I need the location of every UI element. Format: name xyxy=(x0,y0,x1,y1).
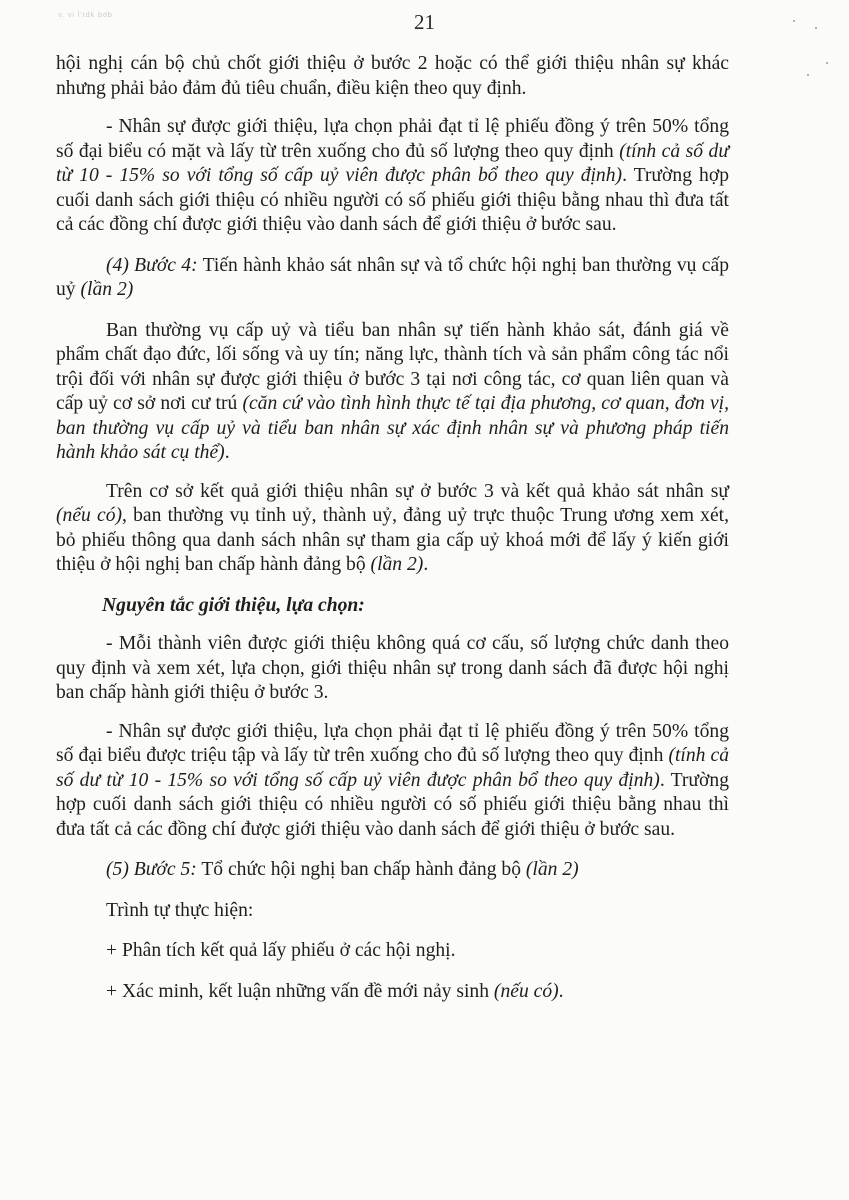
scan-speck xyxy=(826,62,828,64)
faint-header-mark: v. vi l'tdk bdb xyxy=(58,12,113,19)
procedure-item-analyze: + Phân tích kết quả lấy phiếu ở các hội nghị. xyxy=(106,940,456,961)
paragraph-vote-ratio: - Nhân sự được giới thiệu, lựa chọn phải đạt tỉ lệ phiếu đồng ý trên 50% tổng số đại biểu có mặt và lấy từ trên xuống cho đủ số lượng theo quy định (tính cả số dư từ 10 - 15% so với tổng số cấp uỷ viên được phân bổ theo quy định). Trường hợp cuối danh sách giới thiệu có nhiều người có số phiếu giới thiệu bằng nhau thì đưa tất cả các đồng chí được giới thiệu vào danh sách để giới thiệu ở bước sau. xyxy=(56,116,730,235)
section-heading-principles: Nguyên tắc giới thiệu, lựa chọn: xyxy=(102,594,365,616)
document-body xyxy=(56,52,729,1004)
page-number: 21 xyxy=(414,10,435,34)
paragraph-vote-ratio-2: - Nhân sự được giới thiệu, lựa chọn phải đạt tỉ lệ phiếu đồng ý trên 50% tổng số đại biểu được triệu tập và lấy từ trên xuống cho đủ số lượng theo quy định (tính cả số dư từ 10 - 15% so với tổng số cấp uỷ viên được phân bổ theo quy định). Trường hợp cuối danh sách giới thiệu có nhiều người có số phiếu giới thiệu bằng nhau thì đưa tất cả các đồng chí được giới thiệu vào danh sách để giới thiệu ở bước sau. xyxy=(56,720,729,840)
paragraph-survey: Ban thường vụ cấp uỷ và tiểu ban nhân sự tiến hành khảo sát, đánh giá về phẩm chất đạo đức, lối sống và uy tín; năng lực, thành tích và sản phẩm công tác nổi trội đối với nhân sự được giới thiệu ở bước 3 tại nơi công tác, cơ quan liên quan và cấp uỷ cơ sở nơi cư trú (căn cứ vào tình hình thực tế tại địa phương, cơ quan, đơn vị, ban thường vụ cấp uỷ và tiểu ban nhân sự xác định nhân sự và phương pháp tiến hành khảo sát cụ thể). xyxy=(56,319,729,463)
step-5-heading: (5) Bước 5: Tổ chức hội nghị ban chấp hành đảng bộ (lần 2) xyxy=(106,859,579,880)
paragraph-member-quota: - Mỗi thành viên được giới thiệu không quá cơ cấu, số lượng chức danh theo quy định và xem xét, lựa chọn, giới thiệu nhân sự trong danh sách đã được hội nghị ban chấp hành giới thiệu ở bước 3. xyxy=(56,633,729,703)
scan-speck xyxy=(815,27,817,29)
paragraph-standing-committee: Trên cơ sở kết quả giới thiệu nhân sự ở bước 3 và kết quả khảo sát nhân sự (nếu có), ban thường vụ tỉnh uỷ, thành uỷ, đảng uỷ trực thuộc Trung ương xem xét, bỏ phiếu thông qua danh sách nhân sự tham gia cấp uỷ khoá mới để lấy ý kiến giới thiệu ở hội nghị ban chấp hành đảng bộ (lần 2). xyxy=(56,480,729,575)
paragraph-continuation: hội nghị cán bộ chủ chốt giới thiệu ở bước 2 hoặc có thể giới thiệu nhân sự khác nhưng phải bảo đảm đủ tiêu chuẩn, điều kiện theo quy định. xyxy=(56,53,729,99)
step-4-heading: (4) Bước 4: Tiến hành khảo sát nhân sự và tổ chức hội nghị ban thường vụ cấp uỷ (lần 2) xyxy=(56,254,729,300)
scan-speck xyxy=(793,20,795,22)
scan-speck xyxy=(807,74,809,76)
procedure-item-verify: + Xác minh, kết luận những vấn đề mới nảy sinh (nếu có). xyxy=(106,980,564,1002)
procedure-label: Trình tự thực hiện: xyxy=(106,899,254,921)
